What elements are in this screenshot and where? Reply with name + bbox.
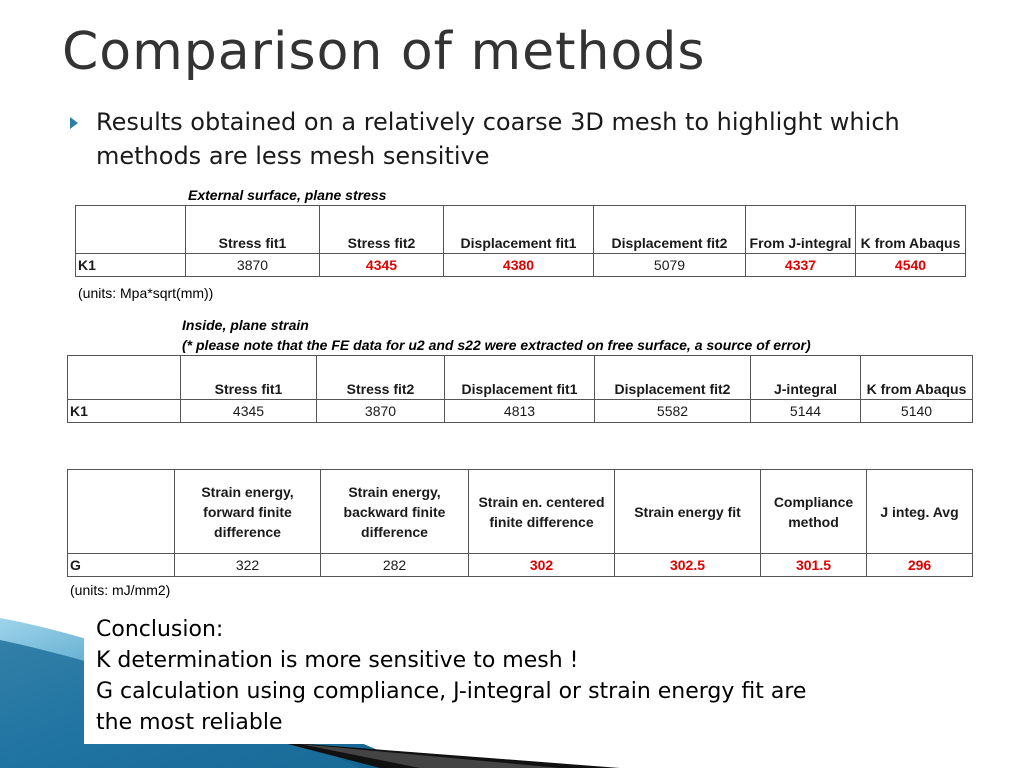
table-header-cell bbox=[68, 356, 181, 400]
page-title: Comparison of methods bbox=[62, 22, 706, 82]
table-header-cell: Strain energy, backward finite difference bbox=[321, 470, 469, 554]
table-header-row bbox=[76, 206, 966, 254]
table-cell: 3870 bbox=[186, 254, 320, 277]
conclusion-box bbox=[84, 612, 944, 744]
table-cell: 4345 bbox=[181, 400, 317, 423]
table1-units: (units: Mpa*sqrt(mm)) bbox=[78, 285, 214, 301]
table3-units: (units: mJ/mm2) bbox=[70, 582, 171, 598]
table-header-cell: Displacement fit2 bbox=[594, 206, 746, 254]
table-k1-plane-stress bbox=[75, 205, 966, 277]
table-cell: 3870 bbox=[317, 400, 445, 423]
table1-caption: External surface, plane stress bbox=[188, 187, 387, 203]
table2-caption-line2: (* please note that the FE data for u2 and s22 were extracted on free surface, a source of error) bbox=[182, 337, 811, 353]
table-cell: 5079 bbox=[594, 254, 746, 277]
table-cell: 282 bbox=[321, 554, 469, 577]
table-cell: 5582 bbox=[595, 400, 751, 423]
table-header-row bbox=[68, 470, 973, 554]
bullet-point bbox=[70, 105, 950, 173]
table-cell-highlighted: 4337 bbox=[746, 254, 856, 277]
row-label: K1 bbox=[68, 400, 181, 423]
table-cell: 5140 bbox=[861, 400, 973, 423]
table-row bbox=[76, 254, 966, 277]
table-header-cell: Displacement fit2 bbox=[595, 356, 751, 400]
row-label: K1 bbox=[76, 254, 186, 277]
table-row bbox=[68, 554, 973, 577]
table-header-cell bbox=[68, 470, 175, 554]
table-cell: 5144 bbox=[751, 400, 861, 423]
table-header-cell: J-integral bbox=[751, 356, 861, 400]
table-header-cell: Stress fit1 bbox=[181, 356, 317, 400]
bullet-text: Results obtained on a relatively coarse 3D mesh to highlight which methods are less mesh sensitive bbox=[96, 108, 900, 170]
table-cell-highlighted: 4380 bbox=[444, 254, 594, 277]
table-header-cell: From J-integral bbox=[746, 206, 856, 254]
conclusion-line: the most reliable bbox=[96, 710, 283, 735]
table-header-cell: J integ. Avg bbox=[867, 470, 973, 554]
table-cell: 4813 bbox=[445, 400, 595, 423]
table-header-cell: Strain en. centered finite difference bbox=[469, 470, 615, 554]
table-cell-highlighted: 301.5 bbox=[761, 554, 867, 577]
table-header-row bbox=[68, 356, 973, 400]
table-header-cell bbox=[76, 206, 186, 254]
table-header-cell: Displacement fit1 bbox=[445, 356, 595, 400]
conclusion-heading: Conclusion: bbox=[96, 617, 224, 642]
table-header-cell: Strain energy fit bbox=[615, 470, 761, 554]
conclusion-line: G calculation using compliance, J-integral or strain energy fit are bbox=[96, 679, 807, 704]
bullet-arrow-icon bbox=[70, 117, 78, 129]
table-cell-highlighted: 302.5 bbox=[615, 554, 761, 577]
table-header-cell: K from Abaqus bbox=[861, 356, 973, 400]
table-k1-plane-strain bbox=[67, 355, 973, 423]
table-cell-highlighted: 4345 bbox=[320, 254, 444, 277]
row-label: G bbox=[68, 554, 175, 577]
conclusion-line: K determination is more sensitive to mesh ! bbox=[96, 648, 579, 673]
table-cell: 322 bbox=[175, 554, 321, 577]
table-cell-highlighted: 302 bbox=[469, 554, 615, 577]
table-row bbox=[68, 400, 973, 423]
table-cell-highlighted: 296 bbox=[867, 554, 973, 577]
table-header-cell: Stress fit2 bbox=[317, 356, 445, 400]
table-g-energy bbox=[67, 469, 973, 577]
table-header-cell: Compliance method bbox=[761, 470, 867, 554]
table-cell-highlighted: 4540 bbox=[856, 254, 966, 277]
table-header-cell: Strain energy, forward finite difference bbox=[175, 470, 321, 554]
table-header-cell: K from Abaqus bbox=[856, 206, 966, 254]
table-header-cell: Stress fit2 bbox=[320, 206, 444, 254]
table-header-cell: Displacement fit1 bbox=[444, 206, 594, 254]
table-header-cell: Stress fit1 bbox=[186, 206, 320, 254]
table2-caption-line1: Inside, plane strain bbox=[182, 317, 309, 333]
